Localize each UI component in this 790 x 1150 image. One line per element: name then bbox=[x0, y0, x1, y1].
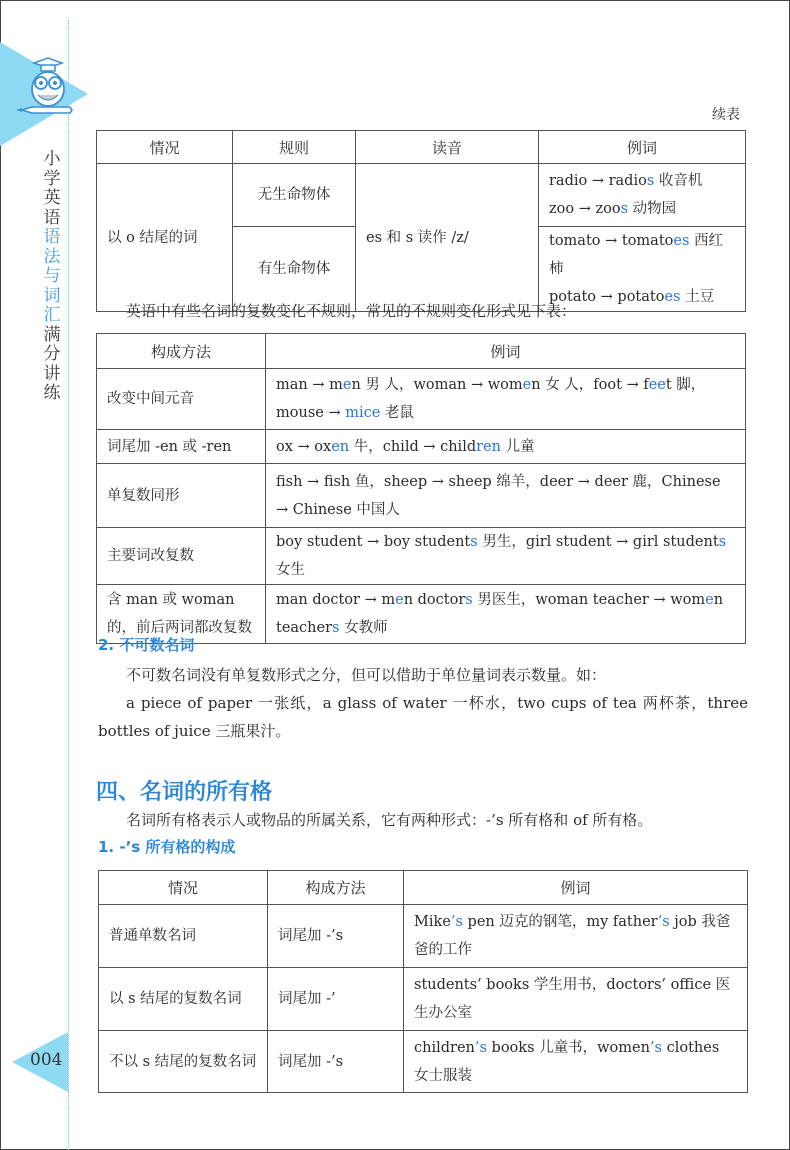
margin-dotted-line bbox=[68, 20, 69, 1150]
example-text: Mike bbox=[414, 914, 451, 930]
example-line bbox=[549, 283, 735, 311]
table-possessive bbox=[98, 870, 748, 1093]
table-irregular-plurals bbox=[96, 333, 746, 644]
book-title-highlight: 语法与词汇 bbox=[43, 227, 61, 325]
highlighted-suffix: ren bbox=[476, 438, 501, 455]
book-title-vertical bbox=[42, 150, 62, 404]
highlighted-suffix: ’s bbox=[649, 1039, 662, 1056]
highlighted-suffix: es bbox=[673, 233, 690, 249]
example-text: radio → radio bbox=[549, 173, 647, 189]
method-cell: 改变中间元音 bbox=[97, 369, 266, 430]
example-cell bbox=[266, 369, 746, 430]
book-title-part: 满分讲练 bbox=[43, 324, 61, 403]
col-header: 构成方法 bbox=[268, 871, 404, 905]
col-header: 例词 bbox=[539, 131, 746, 164]
highlighted-suffix: es bbox=[664, 289, 681, 305]
method-cell: 词尾加 -’s bbox=[268, 1031, 404, 1093]
example-text: 女生 bbox=[276, 562, 305, 578]
example-text: n 女 人，foot → f bbox=[531, 377, 649, 393]
example-text: 女教师 bbox=[339, 620, 388, 636]
method-cell: 词尾加 -en 或 -ren bbox=[97, 430, 266, 464]
book-title-part: 小学英语 bbox=[43, 149, 61, 228]
example-line bbox=[549, 167, 735, 195]
section-heading: 四、名词的所有格 bbox=[96, 780, 273, 805]
uncountable-heading: 2. 不可数名词 bbox=[98, 636, 195, 654]
method-cell: 词尾加 -’s bbox=[268, 905, 404, 968]
uncountable-examples: a piece of paper 一张纸，a glass of water 一杯水，two cups of tea 两杯茶，three bottles of juice 三瓶果汁。 bbox=[98, 694, 748, 740]
example-text: 男生，girl student → girl student bbox=[477, 534, 719, 550]
table-row bbox=[99, 968, 748, 1031]
example-text: 西红柿 bbox=[549, 233, 724, 277]
highlighted-suffix: en bbox=[331, 438, 350, 455]
example-text: pen 迈克的钢笔，my father bbox=[462, 914, 658, 930]
example-text: n doctor bbox=[403, 592, 466, 608]
example-text: potato → potato bbox=[549, 289, 665, 305]
example-text: boy student → boy student bbox=[276, 534, 471, 550]
highlighted-suffix: e bbox=[395, 592, 404, 608]
table-row bbox=[97, 464, 746, 528]
col-header: 构成方法 bbox=[97, 334, 266, 369]
table-row bbox=[99, 905, 748, 968]
highlighted-suffix: ’s bbox=[450, 914, 463, 930]
example-text: man doctor → m bbox=[276, 592, 396, 608]
col-header: 情况 bbox=[99, 871, 268, 905]
example-text: children bbox=[414, 1039, 475, 1056]
highlighted-suffix: s bbox=[465, 592, 473, 608]
pronunciation-cell: es 和 s 读作 /z/ bbox=[356, 164, 539, 312]
highlighted-suffix: s bbox=[646, 173, 655, 189]
highlighted-suffix: s bbox=[718, 534, 727, 550]
col-header: 读音 bbox=[356, 131, 539, 164]
highlighted-suffix: ’s bbox=[657, 914, 670, 930]
continued-label: 续表 bbox=[712, 107, 740, 123]
example-text: students’ books 学生用书，doctors’ office 医生办公室 bbox=[414, 977, 731, 1021]
table-o-ending bbox=[96, 130, 746, 312]
example-text: books 儿童书，women bbox=[486, 1039, 650, 1056]
method-cell: 含 man 或 woman 的，前后两词都改复数 bbox=[97, 585, 266, 644]
table-row bbox=[97, 369, 746, 430]
method-cell: 词尾加 -’ bbox=[268, 968, 404, 1031]
irregular-intro: 英语中有些名词的复数变化不规则，常见的不规则变化形式见下表： bbox=[126, 302, 577, 320]
table-row bbox=[97, 430, 746, 464]
uncountable-text: 不可数名词没有单复数形式之分，但可以借助于单位量词表示数量。如： bbox=[126, 666, 607, 684]
example-line bbox=[549, 227, 735, 283]
example-cell bbox=[404, 905, 748, 968]
possessive-intro: 名词所有格表示人或物品的所属关系，它有两种形式：-’s 所有格和 of 所有格。 bbox=[126, 811, 653, 829]
highlighted-suffix: ee bbox=[648, 377, 666, 393]
method-cell: 单复数同形 bbox=[97, 464, 266, 528]
case-cell: 普通单数名词 bbox=[99, 905, 268, 968]
example-cell bbox=[266, 430, 746, 464]
example-text: 动物园 bbox=[628, 201, 677, 217]
example-cell bbox=[404, 1031, 748, 1093]
table-row bbox=[99, 1031, 748, 1093]
example-text: 老鼠 bbox=[380, 405, 414, 421]
example-text: t 脚，mouse → bbox=[276, 377, 706, 421]
highlighted-suffix: mice bbox=[345, 405, 381, 421]
example-text: ox → ox bbox=[276, 438, 332, 455]
page-number: 004 bbox=[30, 1050, 63, 1070]
rule-cell: 有生命物体 bbox=[233, 227, 356, 312]
example-text: fish → fish 鱼，sheep → sheep 绵羊，deer → deer 鹿，Chinese → Chinese 中国人 bbox=[276, 473, 721, 518]
highlighted-suffix: s bbox=[470, 534, 478, 550]
example-text: n 男 人，woman → wom bbox=[351, 377, 523, 393]
example-text: 牛，child → child bbox=[349, 438, 477, 455]
example-cell bbox=[266, 585, 746, 644]
example-text: n teacher bbox=[276, 592, 724, 636]
method-cell: 主要词改复数 bbox=[97, 528, 266, 585]
example-text: man → m bbox=[276, 377, 343, 393]
example-cell bbox=[266, 464, 746, 528]
example-text: clothes 女士服装 bbox=[414, 1039, 720, 1084]
rule-cell: 无生命物体 bbox=[233, 164, 356, 227]
example-text: 土豆 bbox=[680, 289, 715, 305]
case-cell: 以 o 结尾的词 bbox=[97, 164, 233, 312]
example-text: 儿童 bbox=[500, 438, 535, 455]
col-header: 情况 bbox=[97, 131, 233, 164]
case-cell: 以 s 结尾的复数名词 bbox=[99, 968, 268, 1031]
example-text: zoo → zoo bbox=[549, 201, 621, 217]
example-text: job 我爸爸的工作 bbox=[414, 914, 731, 958]
example-text: 男医生，woman teacher → wom bbox=[472, 592, 706, 608]
example-cell bbox=[266, 528, 746, 585]
highlighted-suffix: e bbox=[522, 377, 532, 393]
highlighted-suffix: e bbox=[705, 592, 714, 608]
example-cell bbox=[539, 164, 746, 227]
col-header: 规则 bbox=[233, 131, 356, 164]
col-header: 例词 bbox=[404, 871, 748, 905]
example-text: tomato → tomato bbox=[549, 233, 674, 249]
owl-graduate-pencil-icon bbox=[14, 55, 76, 120]
possessive-subheading: 1. -’s 所有格的构成 bbox=[98, 838, 236, 856]
example-text: 收音机 bbox=[654, 173, 703, 189]
highlighted-suffix: s bbox=[620, 201, 629, 217]
example-cell bbox=[404, 968, 748, 1031]
highlighted-suffix: s bbox=[332, 620, 340, 636]
case-cell: 不以 s 结尾的复数名词 bbox=[99, 1031, 268, 1093]
col-header: 例词 bbox=[266, 334, 746, 369]
highlighted-suffix: ’s bbox=[474, 1039, 487, 1056]
table-row bbox=[97, 528, 746, 585]
example-line bbox=[549, 195, 735, 223]
highlighted-suffix: e bbox=[342, 377, 352, 393]
